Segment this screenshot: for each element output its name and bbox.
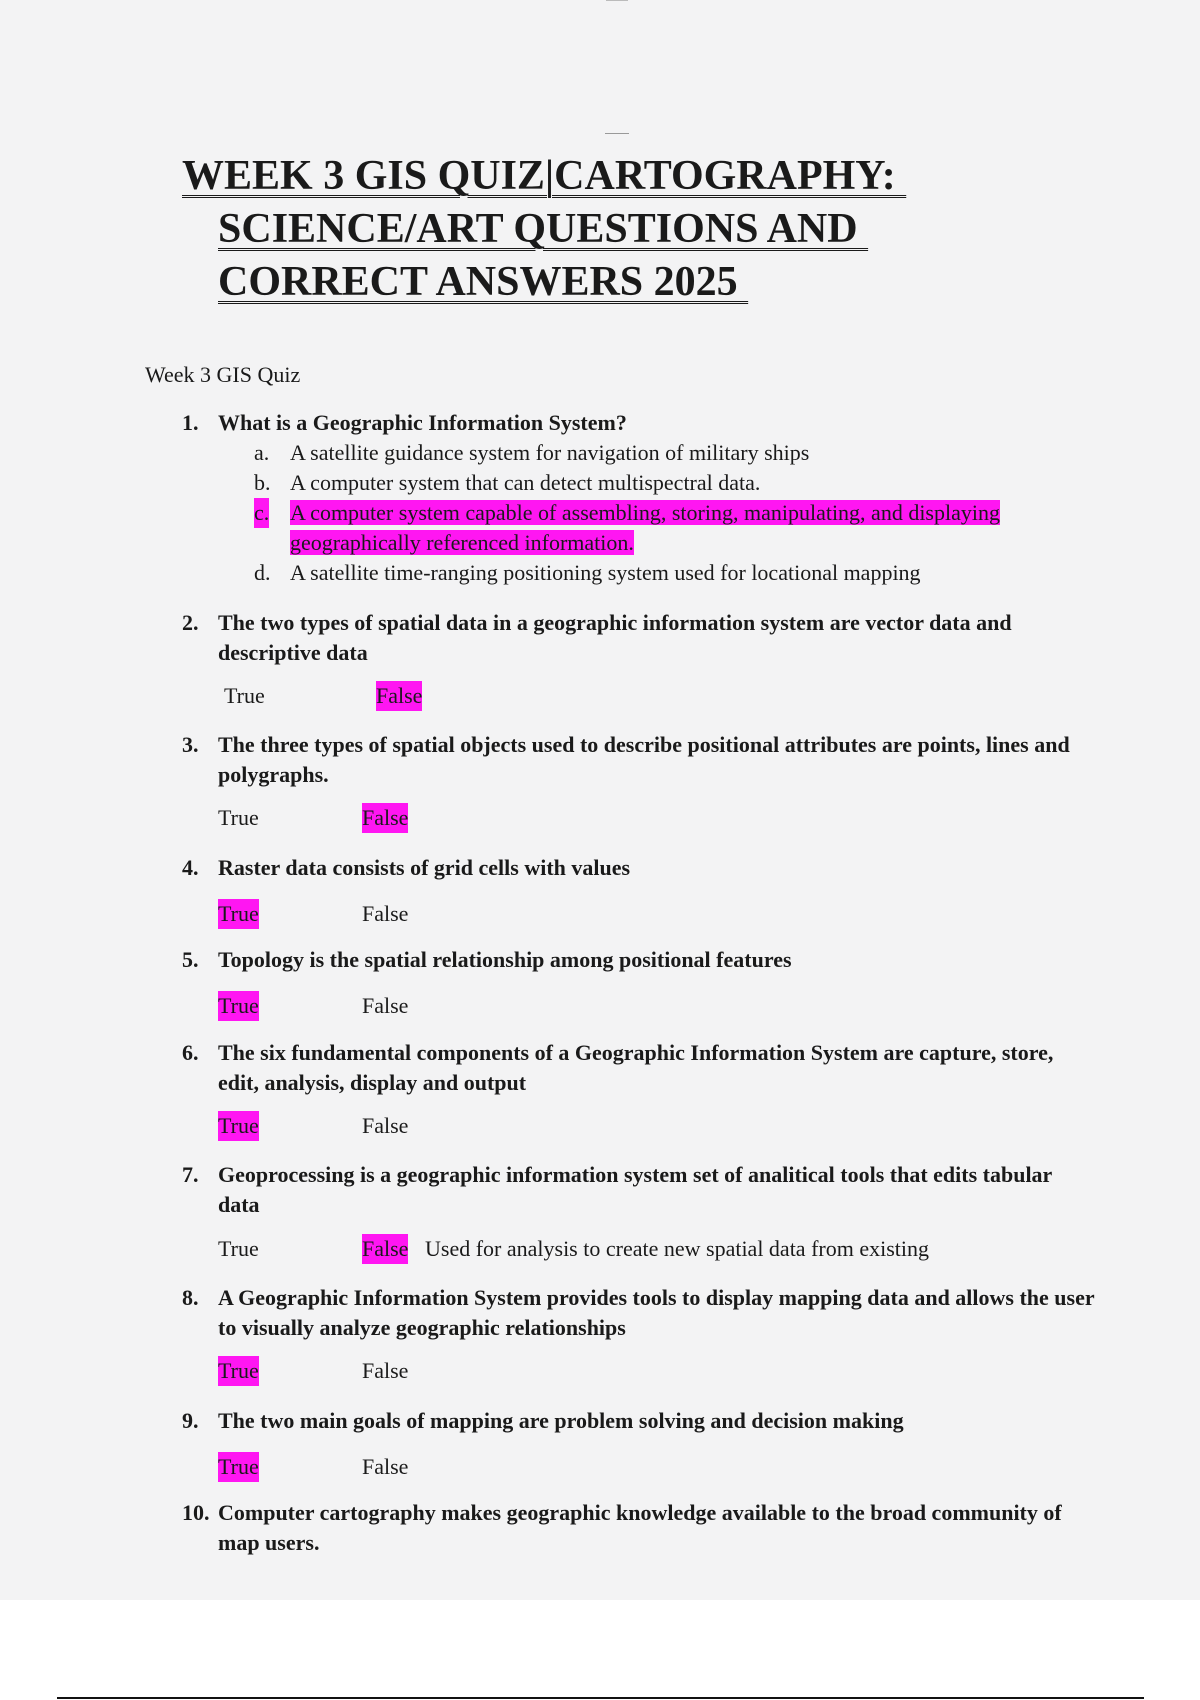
false-option-correct: False	[362, 803, 408, 833]
true-option-correct: True	[218, 1111, 259, 1141]
option-c-correct: c. A computer system capable of assembling, storing, manipulating, and displaying geographically referenced information.	[254, 500, 1000, 555]
document-title	[182, 150, 1002, 309]
true-option-correct: True	[218, 1356, 259, 1386]
question-text: A Geographic Information System provides tools to display mapping data and allows the user to visually analyze geographic relationships	[218, 1285, 1095, 1340]
quiz-subheading: Week 3 GIS Quiz	[145, 362, 301, 387]
correct-answer-highlight: A computer system capable of assembling, storing, manipulating, and displaying geographically referenced information.	[290, 500, 1000, 555]
question-number: 4.	[182, 855, 199, 880]
footer-rule	[57, 1697, 1144, 1699]
true-option-correct: True	[218, 991, 259, 1021]
false-option: False	[362, 1113, 409, 1138]
question-number: 8.	[182, 1285, 199, 1310]
question-number: 9.	[182, 1408, 199, 1433]
question-text: Computer cartography makes geographic knowledge available to the broad community of map users.	[218, 1500, 1062, 1555]
title-line-1: WEEK 3 GIS QUIZ|CARTOGRAPHY:	[182, 153, 907, 199]
false-option: False	[362, 993, 409, 1018]
question-text: The two main goals of mapping are problem solving and decision making	[218, 1408, 904, 1433]
question-text: The six fundamental components of a Geographic Information System are capture, store, edit, analysis, display and output	[218, 1040, 1054, 1095]
option-a: a. A satellite guidance system for navigation of military ships	[254, 440, 810, 465]
question-number: 7.	[182, 1162, 199, 1187]
question-number: 3.	[182, 732, 199, 757]
question-text: Raster data consists of grid cells with values	[218, 855, 631, 880]
true-option-correct: True	[218, 899, 259, 929]
answer-note: Used for analysis to create new spatial data from existing	[425, 1236, 930, 1261]
header-mark	[605, 133, 629, 134]
question-text: What is a Geographic Information System?	[218, 410, 627, 435]
true-option-correct: True	[218, 1452, 259, 1482]
true-option: True	[224, 683, 265, 708]
true-option: True	[218, 805, 259, 830]
false-option-correct: False	[362, 1234, 408, 1264]
option-d: d. A satellite time-ranging positioning system used for locational mapping	[254, 560, 921, 585]
question-text: The two types of spatial data in a geographic information system are vector data and descriptive data	[218, 610, 1012, 665]
question-number: 5.	[182, 947, 199, 972]
question-text: The three types of spatial objects used to describe positional attributes are points, lines and polygraphs.	[218, 732, 1070, 787]
page-gap	[0, 1600, 1200, 1700]
false-option-correct: False	[376, 681, 422, 711]
question-text: Topology is the spatial relationship among positional features	[218, 947, 792, 972]
false-option: False	[362, 901, 409, 926]
title-line-3: CORRECT ANSWERS 2025	[218, 259, 749, 305]
question-number: 2.	[182, 610, 199, 635]
question-number: 6.	[182, 1040, 199, 1065]
question-number: 10.	[182, 1500, 210, 1525]
title-line-2: SCIENCE/ART QUESTIONS AND	[218, 206, 869, 252]
true-option: True	[218, 1236, 259, 1261]
false-option: False	[362, 1454, 409, 1479]
top-mark	[606, 0, 628, 1]
question-text: Geoprocessing is a geographic information system set of analitical tools that edits tabular data	[218, 1162, 1052, 1217]
false-option: False	[362, 1358, 409, 1383]
answer-options	[254, 438, 1074, 588]
question-number: 1.	[182, 410, 199, 435]
option-b: b. A computer system that can detect multispectral data.	[254, 470, 761, 495]
